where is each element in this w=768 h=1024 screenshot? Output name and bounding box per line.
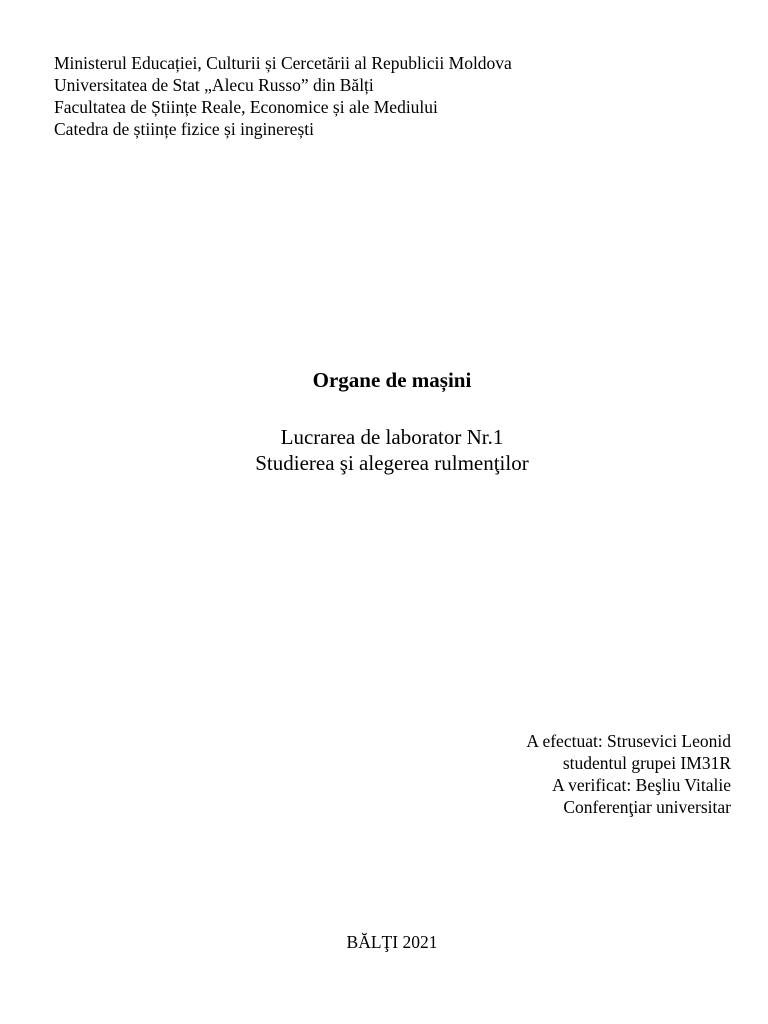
credits-block (526, 730, 731, 818)
lab-work-topic: Studierea şi alegerea rulmenţilor (255, 451, 529, 475)
checker-line: A verificat: Beşliu Vitalie (552, 775, 731, 795)
place-year: BĂLŢI 2021 (346, 932, 438, 952)
university-line: Universitatea de Stat „Alecu Russo” din Bălți (54, 75, 374, 95)
lab-work-number: Lucrarea de laborator Nr.1 (280, 425, 504, 449)
ministry-line: Ministerul Educației, Culturii și Cercetării al Republicii Moldova (54, 53, 512, 73)
subject-title: Organe de mașini (312, 368, 472, 392)
institution-header (54, 52, 512, 140)
checker-role-line: Conferenţiar universitar (563, 797, 731, 817)
faculty-line: Facultatea de Științe Reale, Economice și ale Mediului (54, 97, 438, 117)
work-title-block (0, 424, 768, 476)
department-line: Catedra de științe fizice și inginerești (54, 119, 314, 139)
author-role-line: studentul grupei IM31R (562, 753, 731, 773)
author-line: A efectuat: Strusevici Leonid (526, 731, 731, 751)
